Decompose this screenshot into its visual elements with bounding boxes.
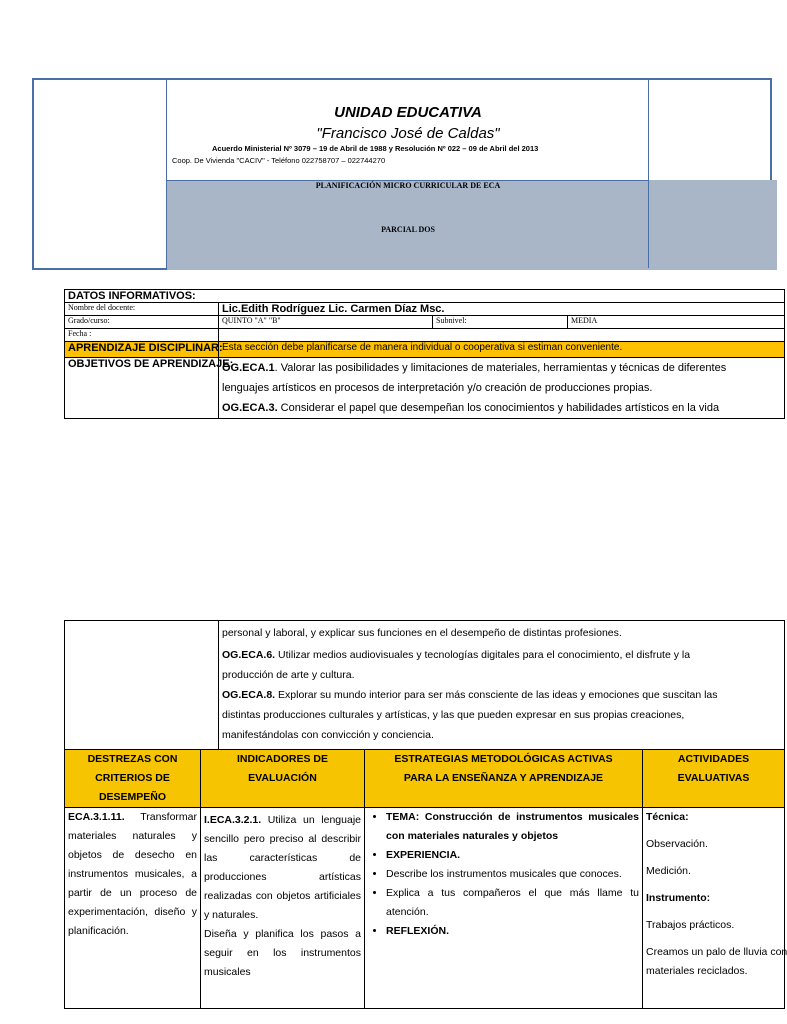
og8-code: OG.ECA.8. bbox=[222, 689, 276, 701]
objectives-continued bbox=[219, 621, 785, 750]
parcial-title: PARCIAL DOS bbox=[381, 225, 435, 234]
docente-value: Lic.Edith Rodríguez Lic. Carmen Díaz Msc. bbox=[219, 303, 785, 316]
og6-line2: producción de arte y cultura. bbox=[222, 669, 355, 681]
og6-text: Utilizar medios audiovisuales y tecnologías digitales para el conocimiento, el disfrute y la bbox=[275, 649, 691, 661]
actividades-cell bbox=[643, 808, 785, 1009]
og1-text: . Valorar las posibilidades y limitaciones de materiales, herramientas y técnicas de diferentes bbox=[274, 362, 727, 374]
indicador-code: I.ECA.3.2.1. bbox=[204, 814, 262, 826]
estrategias-header: ESTRATEGIAS METODOLÓGICAS ACTIVAS PARA LA ENSEÑANZA Y APRENDIZAJE bbox=[365, 750, 643, 808]
school-title: UNIDAD EDUCATIVA bbox=[334, 104, 482, 121]
tecnica-observacion: Observación. bbox=[646, 838, 708, 850]
actividades-header: ACTIVIDADES EVALUATIVAS bbox=[643, 750, 785, 808]
planning-table bbox=[64, 620, 785, 1009]
tecnica-medicion: Medición. bbox=[646, 865, 691, 877]
tecnica-label: Técnica: bbox=[646, 811, 689, 823]
grado-label: Grado/curso: bbox=[65, 316, 219, 329]
indicador-cell bbox=[201, 808, 365, 1009]
og6-code: OG.ECA.6. bbox=[222, 649, 276, 661]
og8-text: Explorar su mundo interior para ser más consciente de las ideas y emociones que suscitan las bbox=[275, 689, 718, 701]
info-table bbox=[64, 289, 785, 419]
cont-line1: personal y laboral, y explicar sus funciones en el desempeño de distintas profesiones. bbox=[222, 627, 622, 639]
og1-line2: lenguajes artísticos en procesos de interpretación y/o creación de producciones propias. bbox=[222, 382, 653, 394]
destreza-text: Transformar materiales naturales y objetos de desecho en instrumentos musicales, a partir de un proceso de experimentación, diseño y planificación. bbox=[68, 811, 197, 937]
grado-value: QUINTO "A" "B" bbox=[219, 316, 433, 329]
destreza-code: ECA.3.1.11. bbox=[68, 811, 125, 823]
og8-line3: manifestándolas con convicción y conciencia. bbox=[222, 729, 434, 741]
subnivel-value: MEDIA bbox=[568, 316, 785, 329]
objectives-continued-label bbox=[65, 621, 219, 750]
instrumento-trabajos: Trabajos prácticos. bbox=[646, 919, 735, 931]
indicador-text2: Diseña y planifica los pasos a seguir en los instrumentos musicales bbox=[204, 928, 361, 978]
fecha-value bbox=[219, 329, 785, 342]
strategy-item: • Explica a tus compañeros el que más llame tu atención. bbox=[386, 884, 639, 922]
strategy-item: • Describe los instrumentos musicales que conoces. bbox=[386, 865, 639, 884]
instrumento-label: Instrumento: bbox=[646, 892, 711, 904]
og3-code: OG.ECA.3. bbox=[222, 402, 278, 414]
og1-code: OG.ECA.1 bbox=[222, 362, 275, 374]
og3-text: Considerar el papel que desempeñan los conocimientos y habilidades artísticos en la vida bbox=[277, 402, 720, 414]
indicadores-header: INDICADORES DE EVALUACIÓN bbox=[201, 750, 365, 808]
planificacion-title: PLANIFICACIÓN MICRO CURRICULAR DE ECA bbox=[315, 181, 501, 190]
instrumento-materiales: materiales reciclados. bbox=[646, 965, 748, 977]
indicador-text: Utiliza un lenguaje sencillo pero preciso al describir las características de producciones artísticas realizadas con objetos artificiales y naturales. bbox=[204, 814, 361, 921]
destrezas-header: DESTREZAS CON CRITERIOS DE DESEMPEÑO bbox=[65, 750, 201, 808]
strategy-item: • EXPERIENCIA. bbox=[386, 846, 639, 865]
strategy-item: • TEMA: Construcción de instrumentos musicales con materiales naturales y objetos bbox=[386, 808, 639, 846]
coop-line: Coop. De Vivienda "CACIV" - Teléfono 022758707 – 022744270 bbox=[172, 156, 386, 165]
aprendizaje-value: Esta sección debe planificarse de manera individual o cooperativa si estiman conveniente. bbox=[219, 342, 785, 358]
docente-label: Nombre del docente: bbox=[65, 303, 219, 316]
objetivos-label: OBJETIVOS DE APRENDIZAJE: bbox=[65, 358, 219, 419]
datos-informativos-label: DATOS INFORMATIVOS: bbox=[65, 290, 785, 303]
og8-line2: distintas producciones culturales y artísticas, y las que pueden expresar en sus propias creaciones, bbox=[222, 709, 685, 721]
aprendizaje-label: APRENDIZAJE DISCIPLINAR: bbox=[65, 342, 219, 358]
school-name: "Francisco José de Caldas" bbox=[316, 125, 500, 142]
estrategias-cell bbox=[365, 808, 643, 1009]
acuerdo-line: Acuerdo Ministerial Nº 3079 – 19 de Abril de 1988 y Resolución Nº 022 – 09 de Abril del 2013 bbox=[212, 144, 539, 153]
header-block bbox=[32, 78, 772, 270]
strategy-item: • REFLEXIÓN. bbox=[386, 922, 639, 941]
subnivel-label: Subnivel: bbox=[433, 316, 568, 329]
objetivos-content bbox=[219, 358, 785, 419]
destreza-cell bbox=[65, 808, 201, 1009]
instrumento-palo-lluvia: Creamos un palo de lluvia con bbox=[646, 946, 787, 958]
fecha-label: Fecha : bbox=[65, 329, 219, 342]
strategies-list bbox=[368, 808, 639, 941]
